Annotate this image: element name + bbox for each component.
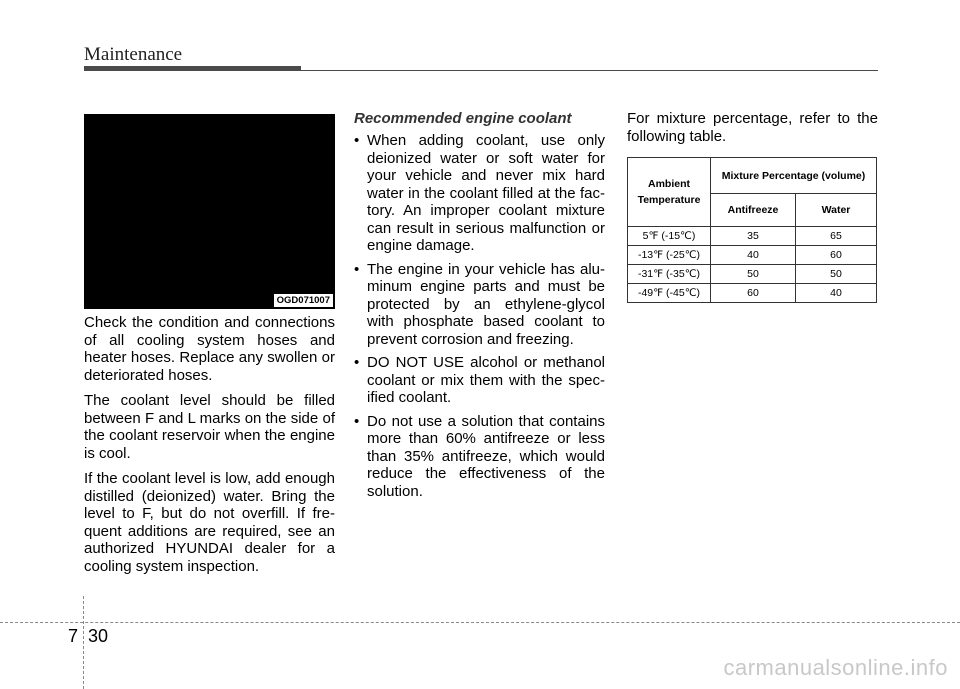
ambient-temperature-header [628,158,711,227]
column-1-text [84,314,335,583]
column-3-intro: For mixture percentage, refer to the following table. [627,110,878,145]
temp-cell: -13℉ (-25℃) [628,246,711,265]
mixture-percentage-header: Mixture Percentage (volume) [711,158,877,194]
ambient-line-1: Ambient [648,178,690,190]
footer-divider [0,622,960,623]
water-cell: 65 [796,227,877,246]
engine-photo [84,114,335,309]
paragraph: If the coolant level is low, add enough distilled (deionized) water. Bring the level to F, but do not overfill. If fre-quent additions are required, see an authorized HYUNDAI dealer for a cooling system inspection. [84,470,335,575]
header-rule-thick [84,66,301,71]
photo-code: OGD071007 [274,294,333,307]
temp-cell: -31℉ (-35℃) [628,265,711,284]
chapter-number: 7 [68,626,79,646]
bullet-icon: • [354,412,360,430]
table-header-row [628,158,877,194]
table-row [628,265,877,284]
list-item [354,261,605,349]
header-rule-thin [301,70,878,71]
antifreeze-cell: 35 [711,227,796,246]
section-title: Maintenance [84,44,183,65]
list-item-text: Do not use a solution that contains more than 60% antifreeze or less than 35% antifreeze, which would reduce the effectiveness of the solution. [367,412,605,500]
antifreeze-cell: 50 [711,265,796,284]
antifreeze-cell: 60 [711,284,796,303]
water-cell: 40 [796,284,877,303]
bullet-icon: • [354,354,360,371]
mixture-table [627,157,877,303]
water-header: Water [796,194,877,227]
table-row [628,227,877,246]
watermark: carmanualsonline.info [723,655,948,680]
paragraph: Check the condition and connections of all cooling system hoses and heater hoses. Replace any swollen or deteriorated hoses. [84,314,335,384]
page-number: 30 [88,626,109,646]
table-row [628,246,877,265]
footer-vertical-divider [83,596,84,689]
ambient-line-2: Temperature [637,194,701,206]
coolant-heading: Recommended engine coolant [354,110,572,127]
table-row [628,284,877,303]
antifreeze-cell: 40 [711,246,796,265]
list-item [354,132,605,255]
list-item [354,413,605,501]
water-cell: 50 [796,265,877,284]
bullet-list [354,132,605,500]
list-item-text: When adding coolant, use only deionized water or soft water for your vehicle and never mix hard water in the coolant filled at the fac-tory. An improper coolant mixture can result in serious malfunction or engine damage. [367,132,605,254]
list-item-text: DO NOT USE alcohol or methanol coolant or mix them with the spec-ified coolant. [367,354,605,406]
column-2-text [354,132,605,506]
temp-cell: -49℉ (-45℃) [628,284,711,303]
list-item-text: The engine in your vehicle has alu-minum engine parts and must be protected by an ethylene-glycol with phosphate based coolant to prevent corrosion and freezing. [367,260,605,348]
antifreeze-header: Antifreeze [711,194,796,227]
water-cell: 60 [796,246,877,265]
list-item [354,354,605,407]
paragraph: The coolant level should be filled between F and L marks on the side of the coolant reservoir when the engine is cool. [84,392,335,462]
temp-cell: 5℉ (-15℃) [628,227,711,246]
bullet-icon: • [354,132,360,149]
bullet-icon: • [354,260,360,278]
